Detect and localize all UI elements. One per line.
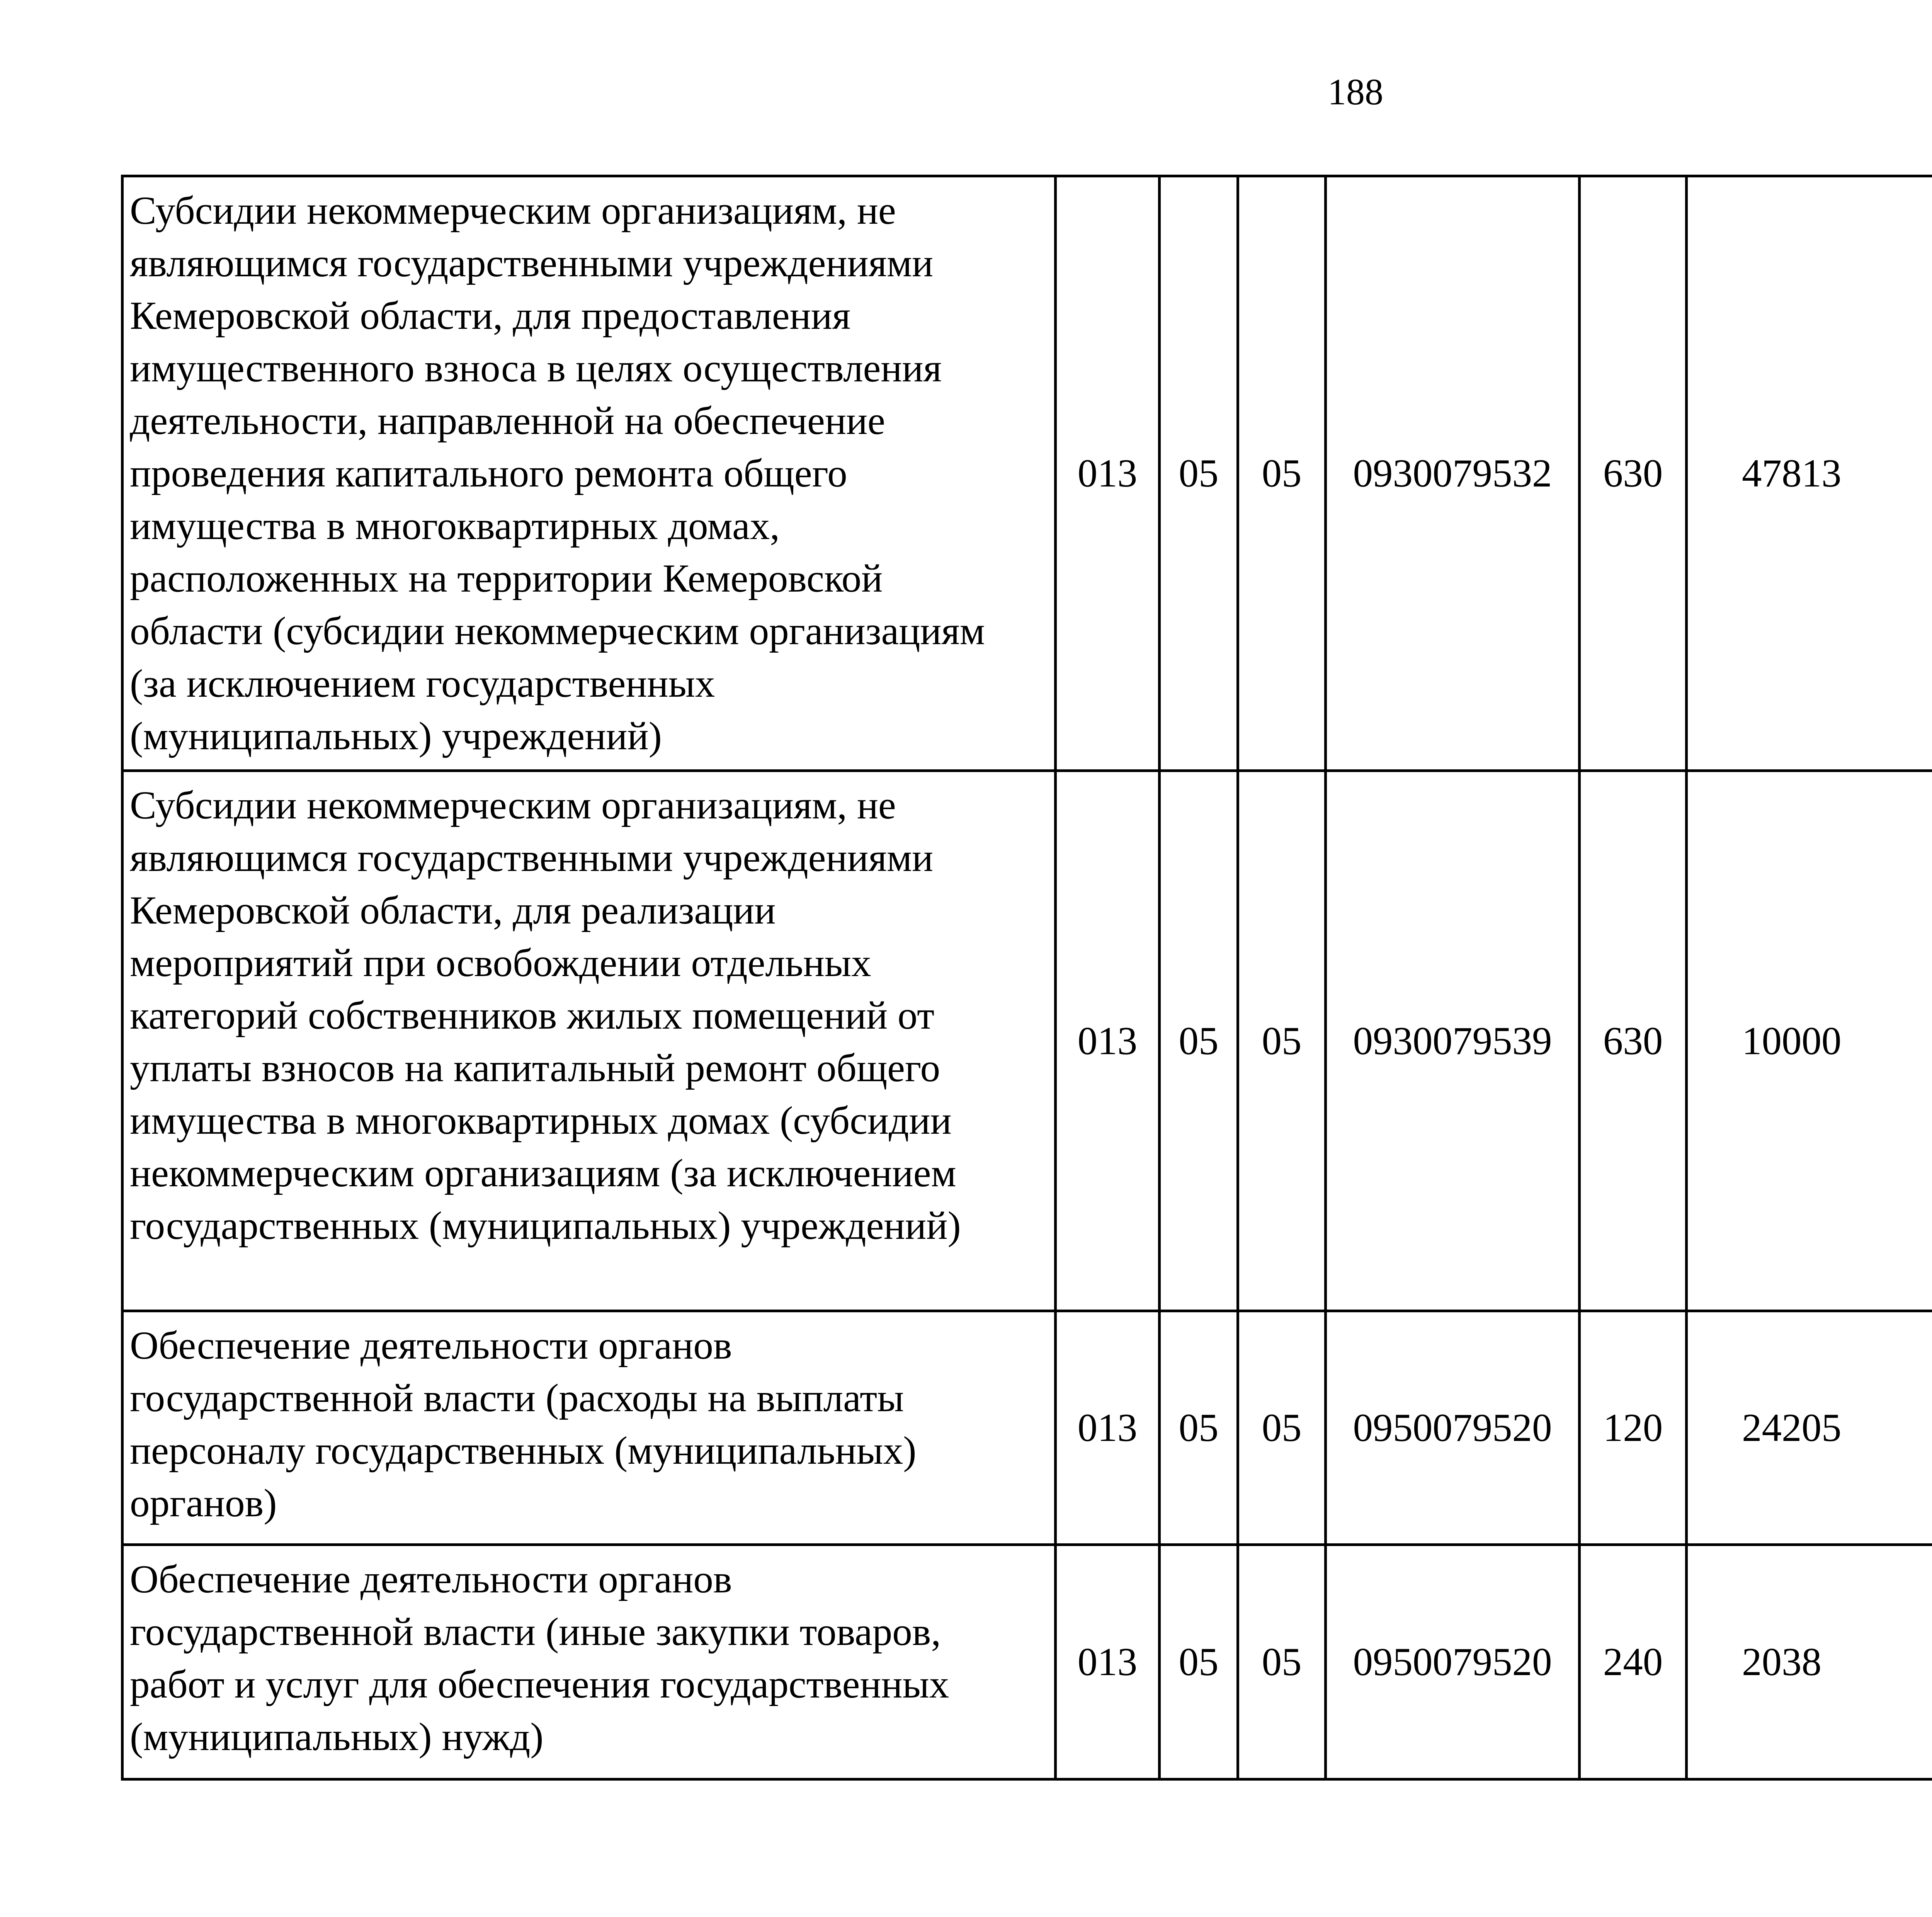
amount-cell-1: 47813 [1687,176,1932,771]
expense-name-line: Субсидии некоммерческим организациям, не [130,783,896,827]
expense-name-line: работ и услуг для обеспечения государственных [130,1662,949,1706]
target-article-cell: 0950079520 [1326,1311,1580,1545]
expense-name-line: государственной власти (расходы на выплаты [130,1376,904,1420]
expense-name-line: деятельности, направленной на обеспечение [130,399,885,443]
expense-name-line: Субсидии некоммерческим организациям, не [130,189,896,233]
expense-name-line: имущества в многоквартирных домах, [130,504,780,548]
subsection-cell: 05 [1238,1545,1326,1779]
expense-name-line: (за исключением государственных [130,662,715,706]
section-cell: 05 [1160,176,1238,771]
expense-name-line: Обеспечение деятельности органов [130,1323,732,1368]
expense-name-line: имущества в многоквартирных домах (субсидии [130,1099,952,1143]
target-article-cell: 0950079520 [1326,1545,1580,1779]
ministry-code-cell: 013 [1056,1545,1160,1779]
expense-name-cell [122,1311,1056,1545]
expense-name-line: уплаты взносов на капитальный ремонт общего [130,1046,940,1090]
amount-cell-1: 10000 [1687,771,1932,1311]
ministry-code-cell: 013 [1056,771,1160,1311]
table-row [122,1311,1932,1545]
section-cell: 05 [1160,771,1238,1311]
target-article-cell: 0930079532 [1326,176,1580,771]
expense-name-line: расположенных на территории Кемеровской [130,556,883,600]
expense-name-line: органов) [130,1481,277,1525]
expense-type-cell: 630 [1580,771,1687,1311]
expense-name-line: Обеспечение деятельности органов [130,1557,732,1601]
expense-name-cell [122,1545,1056,1779]
expense-type-cell: 240 [1580,1545,1687,1779]
expense-name-line: мероприятий при освобождении отдельных [130,941,871,985]
amount-cell-1: 24205 [1687,1311,1932,1545]
table-row [122,1545,1932,1779]
expense-name-line: являющимся государственными учреждениями [130,836,934,880]
section-cell: 05 [1160,1311,1238,1545]
section-cell: 05 [1160,1545,1238,1779]
expense-name-line: (муниципальных) нужд) [130,1715,544,1759]
subsection-cell: 05 [1238,771,1326,1311]
ministry-code-cell: 013 [1056,176,1160,771]
expense-type-cell: 120 [1580,1311,1687,1545]
expense-name-cell [122,176,1056,771]
expense-name-line: государственных (муниципальных) учреждений) [130,1204,961,1248]
expense-name-line: некоммерческим организациям (за исключением [130,1151,956,1195]
expense-name-line: имущественного взноса в целях осуществления [130,346,942,390]
amount-cell-1: 2038 [1687,1545,1932,1779]
ministry-code-cell: 013 [1056,1311,1160,1545]
expense-name-line: государственной власти (иные закупки товаров, [130,1610,941,1654]
subsection-cell: 05 [1238,1311,1326,1545]
table-row [122,771,1932,1311]
target-article-cell: 0930079539 [1326,771,1580,1311]
expense-name-cell [122,771,1056,1311]
expense-name-line: проведения капитального ремонта общего [130,451,847,495]
expense-name-line: персоналу государственных (муниципальных) [130,1429,917,1473]
subsection-cell: 05 [1238,176,1326,771]
table-row [122,176,1932,771]
expense-name-line: области (субсидии некоммерческим организациям [130,609,985,653]
expense-name-line: Кемеровской области, для предоставления [130,294,851,338]
expense-type-cell: 630 [1580,176,1687,771]
budget-table [121,175,1932,1781]
expense-name-line: (муниципальных) учреждений) [130,714,662,758]
expense-name-line: Кемеровской области, для реализации [130,888,776,932]
page-number: 188 [1328,71,1383,112]
expense-name-line: являющимся государственными учреждениями [130,241,934,285]
expense-name-line: категорий собственников жилых помещений от [130,993,935,1038]
